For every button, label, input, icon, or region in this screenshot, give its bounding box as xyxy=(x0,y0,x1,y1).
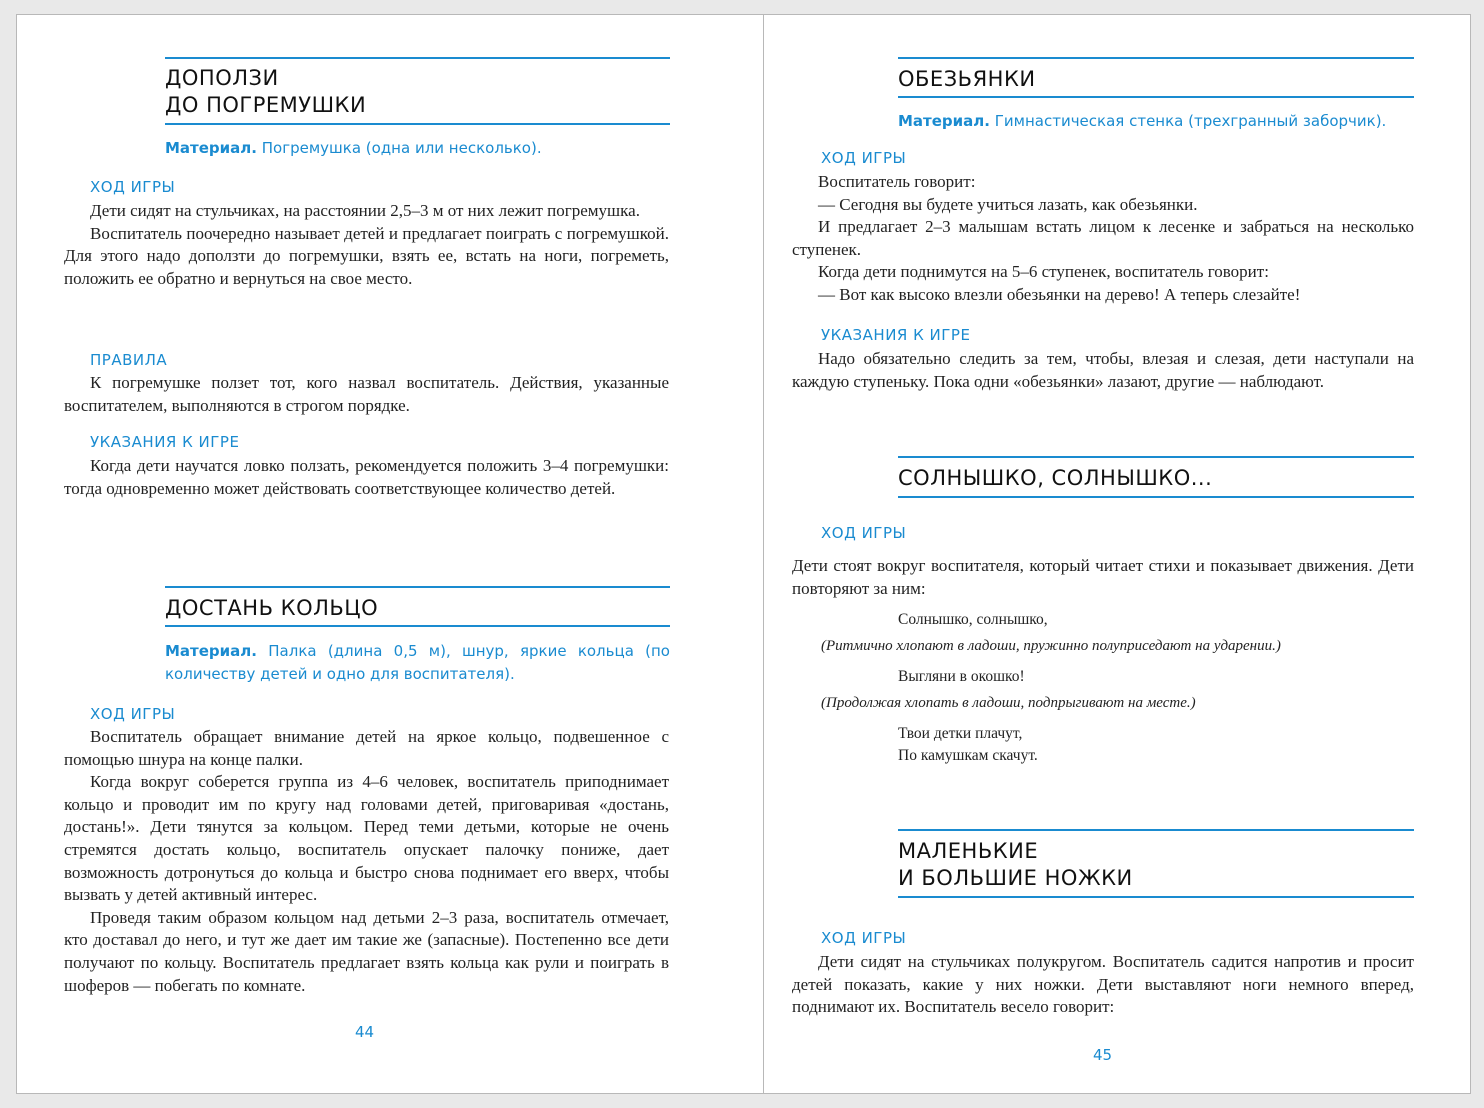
material-text: Погремушка (одна или несколько). xyxy=(256,139,542,157)
paragraph: Дети сидят на стульчиках, на расстоянии 2,5–3 м от них лежит погремушка. xyxy=(90,201,640,220)
paragraph: Воспитатель поочередно называет детей и предлагает поиграть с погремушкой. Для этого надо доползти до погремушки, взять ее, встать на ноги, погреметь, положить ее обратно и вернуться на свое место. xyxy=(64,223,669,288)
title-rule-top xyxy=(898,829,1414,831)
course-text xyxy=(792,171,1414,307)
paragraph: Дети сидят на стульчиках полукругом. Воспитатель садится напротив и просит детей показать, какие у них ножки. Дети выставляют ноги немного вперед, поднимают их. Воспитатель весело говорит: xyxy=(792,952,1414,1017)
course-text xyxy=(64,726,669,997)
section-title: ОБЕЗЬЯНКИ xyxy=(898,67,1036,91)
material-line xyxy=(898,110,1418,133)
material-line xyxy=(165,640,670,686)
verse-note: (Ритмично хлопают в ладоши, пружинно полуприседают на ударении.) xyxy=(821,638,1281,654)
notes-text xyxy=(64,455,669,500)
paragraph: Когда вокруг соберется группа из 4–6 человек, воспитатель приподнимает кольцо и проводит им по кругу над головами детей, приговаривая «достань, достань!». Дети тянутся за кольцом. Перед теми детьми, которые не очень стремятся достать кольцо, воспитатель опускает палочку пониже, дает возможность дотронуться до кольца и быстро снова поднимает его вверх, чтобы вызвать у детей активный интерес. xyxy=(64,772,669,905)
notes-text xyxy=(792,348,1414,393)
material-line xyxy=(165,137,670,160)
paragraph: Воспитатель обращает внимание детей на яркое кольцо, подвешенное с помощью шнура на конце палки. xyxy=(64,727,669,769)
subheading-rules: ПРАВИЛА xyxy=(90,351,168,369)
title-rule-top xyxy=(165,586,670,588)
title-line: МАЛЕНЬКИЕ xyxy=(898,839,1039,863)
title-rule-bottom xyxy=(898,96,1414,98)
subheading-course: ХОД ИГРЫ xyxy=(821,524,907,542)
paragraph: Дети стоят вокруг воспитателя, который читает стихи и показывает движения. Дети повторяют за ним: xyxy=(792,556,1414,598)
page-number: 45 xyxy=(1093,1046,1113,1064)
subheading-course: ХОД ИГРЫ xyxy=(90,178,176,196)
subheading-course: ХОД ИГРЫ xyxy=(821,929,907,947)
title-line: ДО ПОГРЕМУШКИ xyxy=(165,93,367,117)
right-page xyxy=(763,14,1471,1094)
material-text: Палка (длина 0,5 м), шнур, яркие кольца (по количеству детей и одно для воспитателя). xyxy=(165,642,670,683)
course-text xyxy=(792,555,1414,600)
section-title: СОЛНЫШКО, СОЛНЫШКО... xyxy=(898,466,1213,490)
verse-line: Солнышко, солнышко, xyxy=(898,611,1048,628)
section-title xyxy=(165,65,670,119)
paragraph: К погремушке ползет тот, кого назвал воспитатель. Действия, указанные воспитателем, выполняются в строгом порядке. xyxy=(64,373,669,415)
verse-line: Твои детки плачут, xyxy=(898,725,1023,742)
page-number: 44 xyxy=(355,1023,375,1041)
title-rule-bottom xyxy=(165,123,670,125)
subheading-course: ХОД ИГРЫ xyxy=(90,705,176,723)
paragraph: Проведя таким образом кольцом над детьми 2–3 раза, воспитатель отмечает, кто доставал до него, и тут же дает им такие же (запасные). Постепенно все дети получают по кольцу. Воспитатель предлагает взять кольца как рули и поиграть в шоферов — побегать по комнате. xyxy=(64,907,669,995)
left-page xyxy=(16,14,768,1094)
material-label: Материал. xyxy=(165,139,257,157)
section-title xyxy=(898,838,1414,892)
paragraph: Когда дети поднимутся на 5–6 ступенек, воспитатель говорит: xyxy=(818,262,1269,282)
material-label: Материал. xyxy=(898,112,990,130)
course-text xyxy=(792,951,1414,1019)
title-rule-top xyxy=(898,57,1414,59)
title-rule-top xyxy=(898,456,1414,458)
title-rule-bottom xyxy=(898,896,1414,898)
verse-note: (Продолжая хлопать в ладоши, подпрыгивают на месте.) xyxy=(821,695,1196,711)
paragraph: И предлагает 2–3 малышам встать лицом к лесенке и забраться на несколько ступенек. xyxy=(792,217,1414,259)
material-text: Гимнастическая стенка (трехгранный заборчик). xyxy=(989,112,1387,130)
paragraph: — Сегодня вы будете учиться лазать, как обезьянки. xyxy=(818,194,1198,214)
title-line: И БОЛЬШИЕ НОЖКИ xyxy=(898,866,1133,890)
course-text xyxy=(64,200,669,290)
paragraph: Надо обязательно следить за тем, чтобы, влезая и слезая, дети наступали на каждую ступеньку. Пока одни «обезьянки» лазают, другие — наблюдают. xyxy=(792,349,1414,391)
subheading-course: ХОД ИГРЫ xyxy=(821,149,907,167)
paragraph: Когда дети научатся ловко ползать, рекомендуется положить 3–4 погремушки: тогда одновременно может действовать соответствующее количество детей. xyxy=(64,456,669,498)
rules-text xyxy=(64,372,669,417)
paragraph: — Вот как высоко влезли обезьянки на дерево! А теперь слезайте! xyxy=(818,284,1301,304)
paragraph: Воспитатель говорит: xyxy=(818,172,976,191)
verse-line: По камушкам скачут. xyxy=(898,747,1038,764)
title-rule-bottom xyxy=(898,496,1414,498)
subheading-notes: УКАЗАНИЯ К ИГРЕ xyxy=(90,433,240,451)
verse-line: Выгляни в окошко! xyxy=(898,668,1025,685)
material-label: Материал. xyxy=(165,642,257,660)
title-rule-top xyxy=(165,57,670,59)
title-rule-bottom xyxy=(165,625,670,627)
section-title: ДОСТАНЬ КОЛЬЦО xyxy=(165,596,379,620)
subheading-notes: УКАЗАНИЯ К ИГРЕ xyxy=(821,326,971,344)
title-line: ДОПОЛЗИ xyxy=(165,66,279,90)
